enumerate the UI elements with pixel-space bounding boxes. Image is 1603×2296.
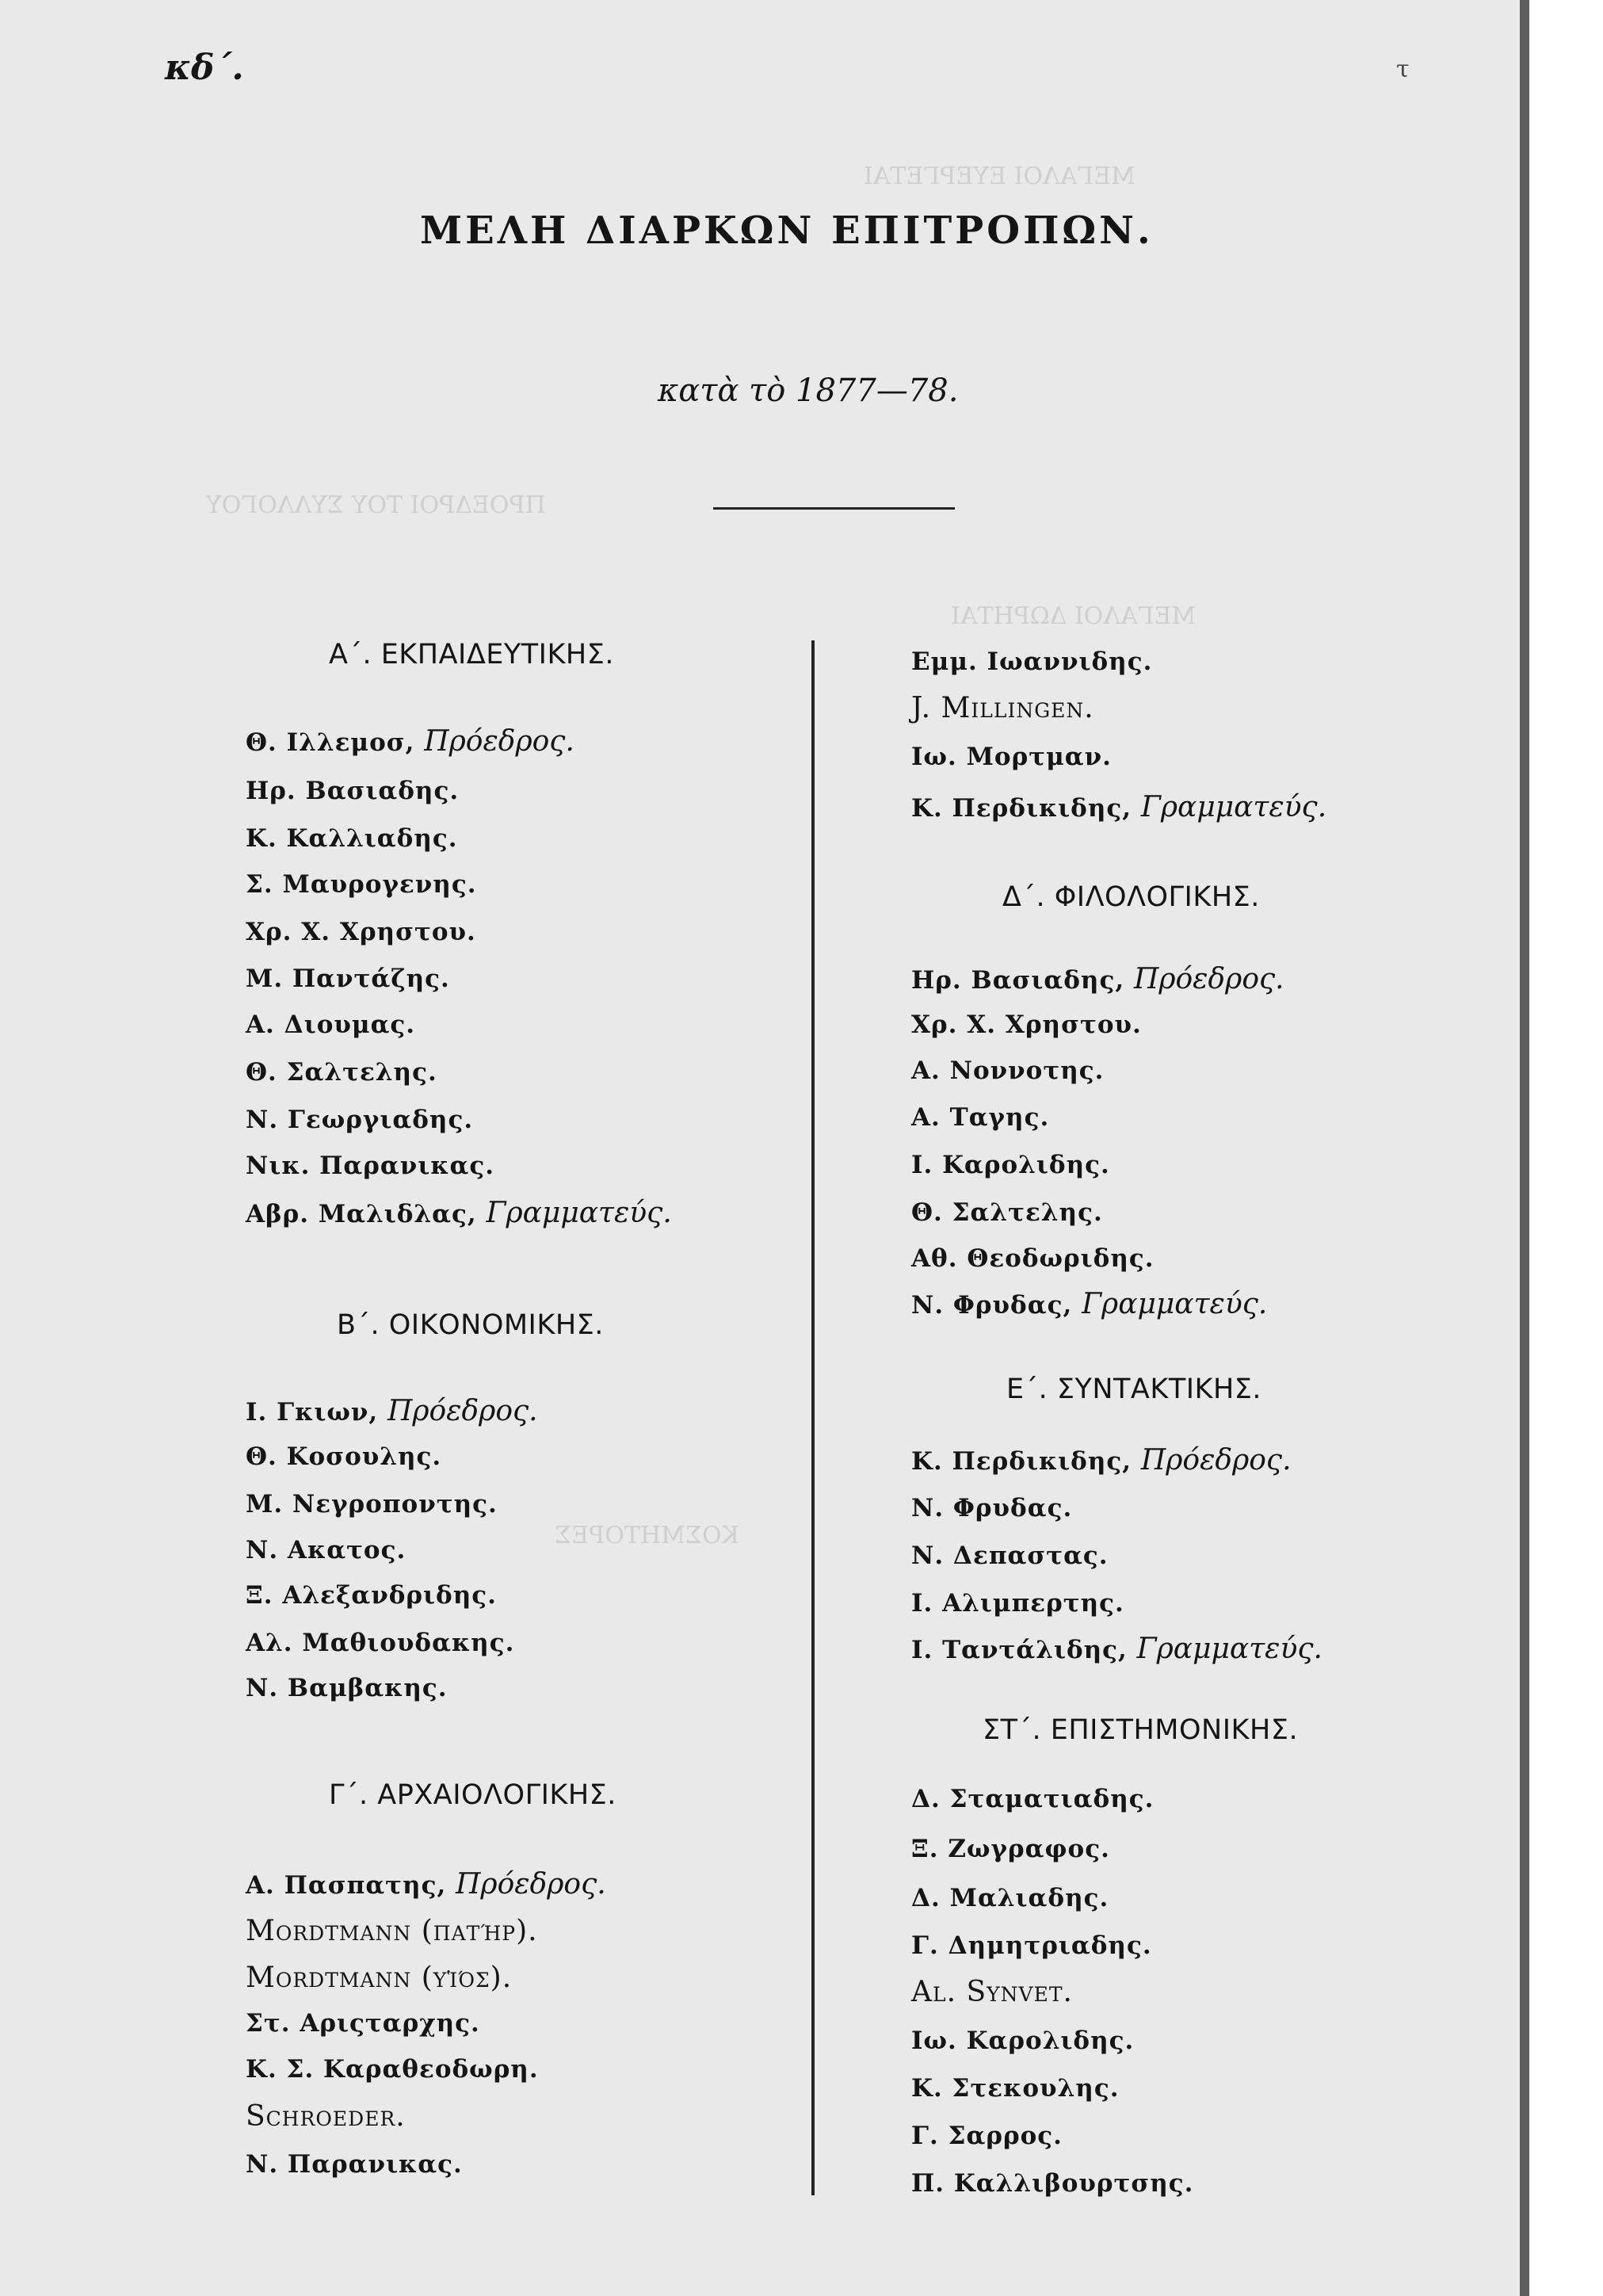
committee-heading-economic: Β΄. ΟΙΚΟΝΟΜΙΚΗΣ. <box>337 1309 604 1341</box>
member-name: Θ. Σαλτελης. <box>911 1198 1103 1227</box>
committee-member <box>246 1629 514 1657</box>
page-subtitle: κατὰ τὸ 1877—78. <box>658 372 959 409</box>
bleed-through-text: ΚΟΣΜΗΤΟΡΕΣ <box>555 1522 739 1549</box>
member-name: Θ. Σαλτελης. <box>246 1058 437 1087</box>
member-name: Ν. Φρυδας, <box>911 1291 1073 1320</box>
bleed-through-text: ΜΕΓΑΛΟΙ ΕΥΕΡΓΕΤΑΙ <box>864 162 1135 190</box>
committee-member <box>246 1442 441 1471</box>
page-title: ΜΕΛΗ ΔΙΑΡΚΩΝ ΕΠΙΤΡΟΠΩΝ. <box>420 208 1154 253</box>
member-name: Ν. Δεπαστας. <box>911 1541 1109 1570</box>
committee-member <box>246 870 477 899</box>
member-name: Μ. Παντάζης. <box>246 965 450 993</box>
member-name: Εμμ. Ιωαννιδης. <box>911 648 1153 676</box>
member-name: Μ. Νεγροποντης. <box>246 1490 498 1519</box>
member-name: Ι. Ταντάλιδης, <box>911 1636 1128 1664</box>
committee-member <box>911 1541 1109 1570</box>
committee-member <box>911 1785 1154 1813</box>
member-name: Mordtmann (πατήρ). <box>246 1915 538 1947</box>
committee-member <box>911 1244 1155 1273</box>
member-name: Ν. Βαμβακης. <box>246 1674 448 1702</box>
member-name: Χρ. Χ. Χρηστου. <box>911 1010 1142 1039</box>
member-name: Κ. Σ. Καραθεοδωρη. <box>246 2055 539 2084</box>
committee-member <box>246 2150 463 2179</box>
member-name: Ι. Γκιων, <box>246 1398 379 1427</box>
member-name: Χρ. Χ. Χρηστου. <box>246 918 476 946</box>
member-name: J. Millingen. <box>911 692 1094 724</box>
committee-member <box>911 1010 1142 1039</box>
member-name: Α. Ταγης. <box>911 1103 1050 1132</box>
member-role: Γραμματεύς. <box>1140 791 1327 823</box>
committee-member <box>911 648 1152 676</box>
committee-member <box>911 2074 1120 2103</box>
member-name: Ξ. Ζωγραφος. <box>911 1835 1110 1863</box>
committee-heading-educational: Α΄. ΕΚΠΑΙΔΕΥΤΙΚΗΣ. <box>329 639 614 670</box>
member-name: Ν. Φρυδας. <box>911 1494 1073 1522</box>
member-name: Δ. Σταματιαδης. <box>911 1785 1155 1813</box>
member-name: Α. Νοννοτης. <box>911 1056 1105 1085</box>
committee-heading-philological: Δ΄. ΦΙΛΟΛΟΓΙΚΗΣ. <box>1002 881 1260 913</box>
committee-member <box>246 1674 448 1702</box>
member-role: Γραμματεύς. <box>1136 1633 1322 1665</box>
committee-member <box>911 1444 1292 1477</box>
member-name: Γ. Δημητριαδης. <box>911 1931 1152 1960</box>
committee-member <box>911 1198 1103 1227</box>
member-name: Mordtmann (υἱός). <box>246 1962 513 1994</box>
committee-member <box>911 1931 1152 1960</box>
committee-member <box>911 2122 1063 2150</box>
committee-member <box>246 1915 538 1947</box>
member-name: Π. Καλλιβουρτσης. <box>911 2169 1194 2198</box>
member-name: Ηρ. Βασιαδης. <box>246 777 460 805</box>
committee-member <box>246 1962 512 1994</box>
member-name: Ιω. Μορτμαν. <box>911 743 1112 771</box>
committee-heading-editorial: Ε΄. ΣΥΝΤΑΚΤΙΚΗΣ. <box>1006 1373 1262 1405</box>
member-name: Στ. Αριςταρχης. <box>246 2009 480 2038</box>
page-edge-shadow <box>1520 0 1529 2296</box>
committee-member <box>911 1633 1322 1665</box>
committee-member <box>246 1868 606 1901</box>
member-name: Ν. Γεωργιαδης. <box>246 1106 474 1134</box>
member-role: Πρόεδρος. <box>1133 963 1284 995</box>
committee-member <box>911 1056 1104 1085</box>
member-name: Θ. Κοσουλης. <box>246 1442 442 1471</box>
committee-member <box>911 1288 1267 1320</box>
column-divider <box>811 640 815 2195</box>
committee-member <box>911 1976 1073 2008</box>
committee-member <box>246 1058 437 1087</box>
committee-member <box>246 1490 498 1519</box>
member-name: Ιω. Καρολιδης. <box>911 2027 1135 2055</box>
member-name: Σ. Μαυρογενης. <box>246 870 477 899</box>
committee-member <box>246 1152 494 1180</box>
bleed-through-text: ΠΡΟΕΔΡΟΙ ΤΟΥ ΣΥΛΛΟΓΟΥ <box>206 491 546 519</box>
committee-member <box>246 1395 538 1427</box>
member-name: Θ. Ιλλεμοσ, <box>246 728 415 757</box>
member-name: Α. Διουμας. <box>246 1010 416 1039</box>
committee-member <box>246 1197 672 1229</box>
page-number: κδ΄. <box>165 48 244 88</box>
committee-member <box>911 743 1112 771</box>
member-role: Γραμματεύς. <box>1082 1288 1268 1320</box>
member-name: Αβρ. Μαλιδλας, <box>246 1200 477 1228</box>
bleed-through-text: ΜΕΓΑΛΟΙ ΔΩΡΗΤΑΙ <box>951 602 1197 630</box>
committee-member <box>911 1884 1109 1912</box>
committee-member <box>911 2027 1134 2055</box>
member-name: Ι. Αλιμπερτης. <box>911 1589 1124 1618</box>
member-role: Πρόεδρος. <box>456 1868 606 1901</box>
committee-member <box>246 2055 539 2084</box>
member-role: Πρόεδρος. <box>424 725 574 758</box>
committee-member <box>911 2169 1193 2198</box>
committee-member <box>911 1494 1072 1522</box>
member-name: Νικ. Παρανικας. <box>246 1152 495 1180</box>
member-name: Α. Πασπατης, <box>246 1871 447 1900</box>
committee-member <box>246 965 450 993</box>
member-name: Κ. Περδικιδης, <box>911 794 1132 823</box>
member-name: Κ. Στεκουλης. <box>911 2074 1120 2103</box>
committee-member <box>246 918 476 946</box>
title-rule <box>713 507 955 510</box>
member-name: Κ. Καλλιαδης. <box>246 824 458 853</box>
committee-heading-archaeological: Γ΄. ΑΡΧΑΙΟΛΟΓΙΚΗΣ. <box>329 1779 616 1811</box>
member-name: Ηρ. Βασιαδης, <box>911 966 1125 995</box>
committee-member <box>911 1151 1110 1179</box>
member-name: Ι. Καρολιδης. <box>911 1151 1110 1179</box>
committee-heading-scientific: ΣΤ΄. ΕΠΙΣΤΗΜΟΝΙΚΗΣ. <box>983 1714 1299 1746</box>
member-name: Al. Synvet. <box>911 1976 1073 2008</box>
committee-member <box>911 1103 1049 1132</box>
committee-member <box>246 2009 480 2038</box>
committee-member <box>911 963 1284 995</box>
scan-margin <box>1529 0 1603 2296</box>
committee-member <box>911 1835 1110 1863</box>
member-role: Πρόεδρος. <box>387 1395 538 1427</box>
member-name: Αθ. Θεοδωριδης. <box>911 1244 1155 1273</box>
member-name: Κ. Περδικιδης, <box>911 1447 1132 1476</box>
member-name: Δ. Μαλιαδης. <box>911 1884 1109 1912</box>
committee-member <box>246 2100 406 2133</box>
committee-member <box>246 1010 415 1039</box>
corner-mark: τ <box>1396 55 1410 83</box>
committee-member <box>246 1106 473 1134</box>
member-name: Γ. Σαρρος. <box>911 2122 1063 2150</box>
committee-member <box>246 777 459 805</box>
committee-member <box>911 692 1094 724</box>
committee-member <box>911 791 1326 823</box>
committee-member <box>246 1536 406 1564</box>
member-name: Ξ. Αλεξανδριδης. <box>246 1581 497 1610</box>
committee-member <box>246 824 458 853</box>
committee-member <box>911 1589 1124 1618</box>
committee-member <box>246 725 574 758</box>
member-name: Αλ. Μαθιουδακης. <box>246 1629 515 1657</box>
member-name: Ν. Παρανικας. <box>246 2150 463 2179</box>
member-name: Schroeder. <box>246 2100 406 2133</box>
member-name: Ν. Ακατος. <box>246 1536 406 1564</box>
member-role: Γραμματεύς. <box>486 1197 672 1229</box>
committee-member <box>246 1581 497 1610</box>
member-role: Πρόεδρος. <box>1140 1444 1292 1477</box>
